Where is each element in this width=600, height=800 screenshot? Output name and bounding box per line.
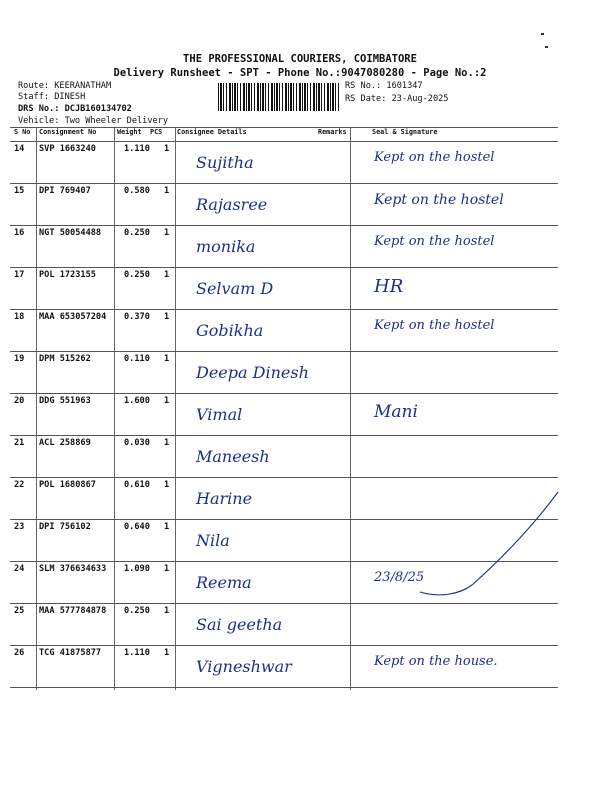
serial-number: 16 xyxy=(14,228,25,238)
pcs-value: 1 xyxy=(164,522,170,532)
serial-number: 20 xyxy=(14,396,25,406)
pcs-value: 1 xyxy=(164,438,170,448)
signature-text: Kept on the hostel xyxy=(374,318,495,333)
vehicle-label: Vehicle: Two Wheeler Delivery xyxy=(18,116,169,126)
serial-number: 25 xyxy=(14,606,25,616)
row-divider xyxy=(10,393,558,394)
signature-text: Kept on the house. xyxy=(374,654,498,669)
row-divider xyxy=(10,267,558,268)
consignment-number: DPM 515262 xyxy=(39,354,91,364)
weight-value: 1.110 xyxy=(124,648,150,658)
weight-value: 0.610 xyxy=(124,480,150,490)
serial-number: 21 xyxy=(14,438,25,448)
col-remarks: Remarks xyxy=(318,128,347,136)
pcs-value: 1 xyxy=(164,648,170,658)
weight-value: 0.250 xyxy=(124,228,150,238)
pcs-value: 1 xyxy=(164,480,170,490)
consignment-number: MAA 577784878 xyxy=(39,606,107,616)
col-weight: Weight xyxy=(117,128,142,136)
consignment-number: DDG 551963 xyxy=(39,396,91,406)
pen-stroke xyxy=(380,490,560,600)
row-divider xyxy=(10,309,558,310)
consignment-number: DPI 756102 xyxy=(39,522,91,532)
col-consignee: Consignee Details xyxy=(177,128,247,136)
route-label: Route: KEERANATHAM xyxy=(18,81,112,91)
col-seal-signature: Seal & Signature xyxy=(372,128,438,136)
table-rule xyxy=(10,141,558,142)
col-sno: S No xyxy=(14,128,31,136)
consignee-name: Vimal xyxy=(196,405,243,424)
signature-text: Kept on the hostel xyxy=(374,192,504,208)
pcs-value: 1 xyxy=(164,354,170,364)
consignment-number: SLM 376634633 xyxy=(39,564,107,574)
consignment-number: SVP 1663240 xyxy=(39,144,96,154)
signature-text: Kept on the hostel xyxy=(374,234,495,249)
pcs-value: 1 xyxy=(164,186,170,196)
signature-text: Mani xyxy=(374,402,418,422)
weight-value: 1.090 xyxy=(124,564,150,574)
row-divider xyxy=(10,687,558,688)
consignee-name: Vigneshwar xyxy=(196,657,292,676)
row-divider xyxy=(10,645,558,646)
rs-date: RS Date: 23-Aug-2025 xyxy=(345,94,449,104)
pcs-value: 1 xyxy=(164,270,170,280)
barcode xyxy=(218,83,340,111)
scan-mark xyxy=(541,33,544,35)
pcs-value: 1 xyxy=(164,312,170,322)
consignee-name: Deepa Dinesh xyxy=(196,363,309,382)
row-divider xyxy=(10,351,558,352)
col-pcs: PCS xyxy=(150,128,163,136)
column-divider xyxy=(175,128,176,690)
consignee-name: Gobikha xyxy=(196,321,264,340)
consignment-number: POL 1680867 xyxy=(39,480,96,490)
pcs-value: 1 xyxy=(164,144,170,154)
consignee-name: Sujitha xyxy=(196,153,254,172)
column-divider xyxy=(350,128,351,690)
row-divider xyxy=(10,225,558,226)
company-title: THE PROFESSIONAL COURIERS, COIMBATORE xyxy=(183,53,417,65)
drs-value: DCJB160134702 xyxy=(64,104,132,114)
serial-number: 14 xyxy=(14,144,25,154)
rs-number: RS No.: 1601347 xyxy=(345,81,423,91)
consignee-name: Nila xyxy=(196,531,230,550)
drs-number xyxy=(18,104,132,114)
serial-number: 17 xyxy=(14,270,25,280)
consignment-number: DPI 769407 xyxy=(39,186,91,196)
weight-value: 0.250 xyxy=(124,270,150,280)
column-divider xyxy=(114,128,115,690)
consignee-name: Reema xyxy=(196,573,252,592)
row-divider xyxy=(10,477,558,478)
consignee-name: Rajasree xyxy=(196,195,268,214)
signature-text: Kept on the hostel xyxy=(374,150,495,165)
col-consignment: Consignment No xyxy=(39,128,97,136)
consignee-name: Selvam D xyxy=(196,279,274,298)
signature-text: HR xyxy=(374,276,404,297)
consignment-number: ACL 258869 xyxy=(39,438,91,448)
drs-label: DRS No.: xyxy=(18,104,60,114)
signature-text: 23/8/25 xyxy=(374,570,425,585)
consignee-name: Maneesh xyxy=(196,447,270,466)
serial-number: 24 xyxy=(14,564,25,574)
serial-number: 22 xyxy=(14,480,25,490)
pcs-value: 1 xyxy=(164,606,170,616)
serial-number: 23 xyxy=(14,522,25,532)
consignment-number: TCG 41875877 xyxy=(39,648,102,658)
row-divider xyxy=(10,435,558,436)
weight-value: 0.250 xyxy=(124,606,150,616)
weight-value: 0.030 xyxy=(124,438,150,448)
weight-value: 0.580 xyxy=(124,186,150,196)
serial-number: 26 xyxy=(14,648,25,658)
serial-number: 19 xyxy=(14,354,25,364)
pcs-value: 1 xyxy=(164,396,170,406)
runsheet-subtitle: Delivery Runsheet - SPT - Phone No.:9047080280 - Page No.:2 xyxy=(113,67,487,79)
serial-number: 18 xyxy=(14,312,25,322)
weight-value: 0.370 xyxy=(124,312,150,322)
serial-number: 15 xyxy=(14,186,25,196)
consignee-name: monika xyxy=(196,237,256,256)
weight-value: 0.110 xyxy=(124,354,150,364)
pcs-value: 1 xyxy=(164,228,170,238)
weight-value: 0.640 xyxy=(124,522,150,532)
consignment-number: NGT 50054488 xyxy=(39,228,102,238)
consignee-name: Sai geetha xyxy=(196,615,283,634)
weight-value: 1.110 xyxy=(124,144,150,154)
consignment-number: POL 1723155 xyxy=(39,270,96,280)
weight-value: 1.600 xyxy=(124,396,150,406)
consignee-name: Harine xyxy=(196,489,253,508)
row-divider xyxy=(10,183,558,184)
scan-mark xyxy=(545,46,548,48)
column-divider xyxy=(36,128,37,690)
row-divider xyxy=(10,603,558,604)
consignment-number: MAA 653057204 xyxy=(39,312,107,322)
staff-label: Staff: DINESH xyxy=(18,92,86,102)
pcs-value: 1 xyxy=(164,564,170,574)
